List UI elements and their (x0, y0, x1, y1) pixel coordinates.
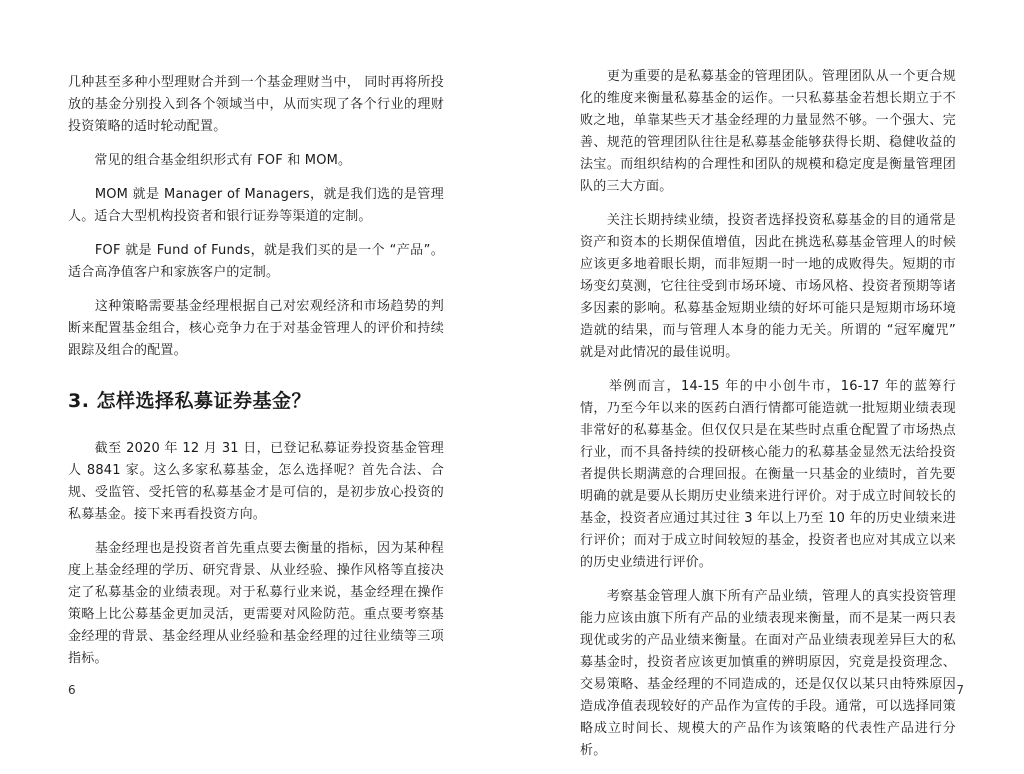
right-page (512, 0, 1024, 758)
page-number: 6 (68, 683, 76, 697)
paragraph: MOM 就是 Manager of Managers，就是我们选的是管理人。适合大型机构投资者和银行证券等渠道的定制。 (68, 187, 444, 224)
paragraph: FOF 就是 Fund of Funds，就是我们买的是一个 “产品”。适合高净值客户和家族客户的定制。 (68, 243, 444, 280)
paragraph: 更为重要的是私募基金的管理团队。管理团队从一个更合规化的维度来衡量私募基金的运作。一只私募基金若想长期立于不败之地，单靠某些天才基金经理的力量显然不够。一个强大、完善、规范的管理团队往往是私募基金能够获得长期、稳健收益的法宝。而组织结构的合理性和团队的规模和稳定度是衡量管理团队的三大方面。 (580, 69, 956, 194)
left-text-column (68, 72, 444, 682)
paragraph: 几种甚至多种小型理财合并到一个基金理财当中， 同时再将所投放的基金分别投入到各个领域当中，从而实现了各个行业的理财投资策略的适时轮动配置。 (68, 75, 444, 134)
paragraph: 举例而言，14-15 年的中小创牛市，16-17 年的蓝筹行情，乃至今年以来的医药白酒行情都可能造就一批短期业绩表现非常好的私募基金。但仅仅只是在某些时点重仓配置了市场热点行业，而不具备持续的投研核心能力的私募基金显然无法给投资者提供长期满意的合理回报。在衡量一只基金的业绩时，首先要明确的就是要从长期历史业绩来进行评价。对于成立时间较长的基金，投资者应通过其过往 3 年以上乃至 10 年的历史业绩来进行评价；而对于成立时间较短的基金，投资者也应对其成立以来的历史业绩进行评价。 (580, 379, 956, 570)
paragraph: 考察基金管理人旗下所有产品业绩，管理人的真实投资管理能力应该由旗下所有产品的业绩表现来衡量，而不是某一两只表现优或劣的产品业绩来衡量。在面对产品业绩表现差异巨大的私募基金时，投资者应该更加慎重的辨明原因，究竟是投资理念、交易策略、基金经理的不同造成的，还是仅仅以某只由特殊原因造成净值表现较好的产品作为宣传的手段。通常，可以选择同策略成立时间长、规模大的产品作为该策略的代表性产品进行分析。 (580, 589, 956, 758)
left-page (0, 0, 512, 727)
paragraph: 关注长期持续业绩，投资者选择投资私募基金的目的通常是资产和资本的长期保值增值，因此在挑选私募基金管理人的时候应该更多地着眼长期，而非短期一时一地的成败得失。短期的市场变幻莫测，它往往受到市场环境、市场风格、投资者预期等诸多因素的影响。私募基金短期业绩的好坏可能只是短期市场环境造就的结果，而与管理人本身的能力无关。所谓的 “冠军魔咒” 就是对此情况的最佳说明。 (580, 213, 956, 360)
paragraph: 这种策略需要基金经理根据自己对宏观经济和市场趋势的判断来配置基金组合，核心竞争力在于对基金管理人的评价和持续跟踪及组合的配置。 (68, 299, 444, 358)
right-text-column (580, 66, 956, 774)
page-number: 7 (956, 683, 964, 697)
paragraph: 基金经理也是投资者首先重点要去衡量的指标，因为某种程度上基金经理的学历、研究背景、从业经验、操作风格等直接决定了私募基金的业绩表现。对于私募行业来说，基金经理在操作策略上比公募基金更加灵活，更需要对风险防范。重点要考察基金经理的背景、基金经理从业经验和基金经理的过往业绩等三项指标。 (68, 541, 444, 666)
paragraph: 常见的组合基金组织形式有 FOF 和 MOM。 (68, 153, 352, 168)
section-heading: 3. 怎样选择私募证券基金？ (68, 390, 312, 412)
paragraph: 截至 2020 年 12 月 31 日，已登记私募证券投资基金管理人 8841 家。这么多家私募基金，怎么选择呢？首先合法、合规、受监管、受托管的私募基金才是可信的，是初步放心投资的私募基金。接下来再看投资方向。 (68, 441, 444, 522)
